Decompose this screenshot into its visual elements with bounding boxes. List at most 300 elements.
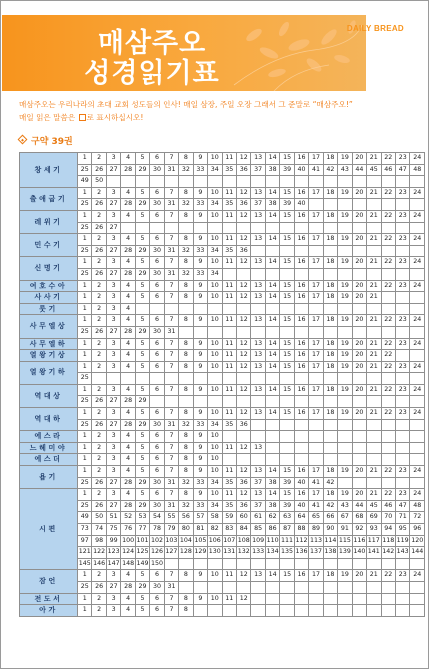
chapter-cell[interactable]: 4	[121, 187, 135, 199]
chapter-cell[interactable]: 17	[309, 315, 323, 327]
chapter-cell[interactable]: 4	[121, 280, 135, 292]
chapter-cell[interactable]: 2	[92, 153, 106, 165]
chapter-cell[interactable]: 8	[179, 361, 193, 373]
chapter-cell[interactable]: 8	[179, 280, 193, 292]
chapter-cell[interactable]: 23	[395, 210, 409, 222]
chapter-cell[interactable]: 5	[135, 361, 149, 373]
chapter-cell[interactable]: 46	[381, 500, 395, 512]
chapter-cell[interactable]: 31	[164, 245, 178, 257]
chapter-cell[interactable]: 4	[121, 454, 135, 466]
chapter-cell[interactable]: 10	[208, 187, 222, 199]
chapter-cell[interactable]: 17	[309, 408, 323, 420]
chapter-cell[interactable]: 55	[164, 512, 178, 524]
chapter-cell[interactable]: 19	[338, 315, 352, 327]
chapter-cell[interactable]: 3	[106, 466, 120, 478]
chapter-cell[interactable]: 5	[135, 257, 149, 269]
chapter-cell[interactable]: 11	[222, 408, 236, 420]
chapter-cell[interactable]: 12	[236, 384, 250, 396]
chapter-cell[interactable]: 20	[352, 361, 366, 373]
chapter-cell[interactable]: 34	[208, 419, 222, 431]
chapter-cell[interactable]: 31	[164, 500, 178, 512]
chapter-cell[interactable]: 18	[323, 153, 337, 165]
chapter-cell[interactable]: 43	[338, 164, 352, 176]
chapter-cell[interactable]: 32	[179, 419, 193, 431]
chapter-cell[interactable]: 20	[352, 489, 366, 501]
chapter-cell[interactable]: 15	[280, 384, 294, 396]
chapter-cell[interactable]: 123	[106, 547, 120, 559]
chapter-cell[interactable]: 38	[265, 500, 279, 512]
chapter-cell[interactable]: 125	[135, 547, 149, 559]
chapter-cell[interactable]: 5	[135, 234, 149, 246]
chapter-cell[interactable]: 25	[78, 477, 92, 489]
chapter-cell[interactable]: 27	[106, 419, 120, 431]
chapter-cell[interactable]: 18	[323, 489, 337, 501]
chapter-cell[interactable]: 83	[222, 524, 236, 536]
chapter-cell[interactable]: 57	[193, 512, 207, 524]
chapter-cell[interactable]: 27	[106, 500, 120, 512]
chapter-cell[interactable]: 12	[236, 315, 250, 327]
chapter-cell[interactable]: 33	[193, 164, 207, 176]
chapter-cell[interactable]: 17	[309, 210, 323, 222]
chapter-cell[interactable]: 106	[208, 535, 222, 547]
chapter-cell[interactable]: 31	[164, 419, 178, 431]
chapter-cell[interactable]: 23	[395, 408, 409, 420]
chapter-cell[interactable]: 25	[78, 245, 92, 257]
chapter-cell[interactable]: 7	[164, 454, 178, 466]
chapter-cell[interactable]: 43	[338, 500, 352, 512]
chapter-cell[interactable]: 138	[323, 547, 337, 559]
chapter-cell[interactable]: 10	[208, 454, 222, 466]
chapter-cell[interactable]: 8	[179, 454, 193, 466]
chapter-cell[interactable]: 15	[280, 234, 294, 246]
chapter-cell[interactable]: 116	[352, 535, 366, 547]
chapter-cell[interactable]: 145	[78, 558, 92, 570]
chapter-cell[interactable]: 10	[208, 280, 222, 292]
chapter-cell[interactable]: 4	[121, 442, 135, 454]
chapter-cell[interactable]: 8	[179, 210, 193, 222]
chapter-cell[interactable]: 7	[164, 315, 178, 327]
chapter-cell[interactable]: 24	[410, 234, 425, 246]
chapter-cell[interactable]: 34	[208, 199, 222, 211]
chapter-cell[interactable]: 7	[164, 384, 178, 396]
chapter-cell[interactable]: 1	[78, 315, 92, 327]
chapter-cell[interactable]: 7	[164, 210, 178, 222]
chapter-cell[interactable]: 13	[251, 442, 265, 454]
chapter-cell[interactable]: 11	[222, 187, 236, 199]
chapter-cell[interactable]: 33	[193, 500, 207, 512]
chapter-cell[interactable]: 128	[179, 547, 193, 559]
chapter-cell[interactable]: 7	[164, 593, 178, 605]
chapter-cell[interactable]: 29	[135, 164, 149, 176]
chapter-cell[interactable]: 2	[92, 292, 106, 304]
chapter-cell[interactable]: 2	[92, 408, 106, 420]
chapter-cell[interactable]: 28	[121, 500, 135, 512]
chapter-cell[interactable]: 126	[150, 547, 164, 559]
chapter-cell[interactable]: 18	[323, 234, 337, 246]
chapter-cell[interactable]: 42	[323, 500, 337, 512]
chapter-cell[interactable]: 31	[164, 477, 178, 489]
chapter-cell[interactable]: 2	[92, 280, 106, 292]
chapter-cell[interactable]: 34	[208, 245, 222, 257]
chapter-cell[interactable]: 73	[78, 524, 92, 536]
chapter-cell[interactable]: 19	[338, 292, 352, 304]
chapter-cell[interactable]: 23	[395, 361, 409, 373]
chapter-cell[interactable]: 8	[179, 257, 193, 269]
chapter-cell[interactable]: 5	[135, 350, 149, 362]
chapter-cell[interactable]: 24	[410, 466, 425, 478]
chapter-cell[interactable]: 20	[352, 338, 366, 350]
chapter-cell[interactable]: 1	[78, 489, 92, 501]
chapter-cell[interactable]: 30	[150, 245, 164, 257]
chapter-cell[interactable]: 31	[164, 581, 178, 593]
chapter-cell[interactable]: 21	[367, 489, 381, 501]
chapter-cell[interactable]: 8	[179, 605, 193, 617]
chapter-cell[interactable]: 6	[150, 292, 164, 304]
chapter-cell[interactable]: 24	[410, 187, 425, 199]
chapter-cell[interactable]: 4	[121, 384, 135, 396]
chapter-cell[interactable]: 9	[193, 489, 207, 501]
chapter-cell[interactable]: 25	[78, 164, 92, 176]
chapter-cell[interactable]: 6	[150, 593, 164, 605]
chapter-cell[interactable]: 24	[410, 280, 425, 292]
chapter-cell[interactable]: 32	[179, 500, 193, 512]
chapter-cell[interactable]: 35	[222, 500, 236, 512]
chapter-cell[interactable]: 8	[179, 187, 193, 199]
chapter-cell[interactable]: 9	[193, 187, 207, 199]
chapter-cell[interactable]: 7	[164, 442, 178, 454]
chapter-cell[interactable]: 131	[222, 547, 236, 559]
chapter-cell[interactable]: 27	[106, 477, 120, 489]
chapter-cell[interactable]: 47	[395, 500, 409, 512]
chapter-cell[interactable]: 14	[265, 408, 279, 420]
chapter-cell[interactable]: 22	[381, 153, 395, 165]
chapter-cell[interactable]: 4	[121, 303, 135, 315]
chapter-cell[interactable]: 17	[309, 153, 323, 165]
chapter-cell[interactable]: 16	[294, 466, 308, 478]
chapter-cell[interactable]: 14	[265, 489, 279, 501]
chapter-cell[interactable]: 14	[265, 210, 279, 222]
chapter-cell[interactable]: 24	[410, 361, 425, 373]
chapter-cell[interactable]: 10	[208, 431, 222, 443]
chapter-cell[interactable]: 104	[179, 535, 193, 547]
chapter-cell[interactable]: 38	[265, 199, 279, 211]
chapter-cell[interactable]: 17	[309, 292, 323, 304]
chapter-cell[interactable]: 16	[294, 350, 308, 362]
chapter-cell[interactable]: 6	[150, 257, 164, 269]
chapter-cell[interactable]: 16	[294, 153, 308, 165]
chapter-cell[interactable]: 28	[121, 581, 135, 593]
chapter-cell[interactable]: 21	[367, 466, 381, 478]
chapter-cell[interactable]: 2	[92, 489, 106, 501]
chapter-cell[interactable]: 29	[135, 581, 149, 593]
chapter-cell[interactable]: 30	[150, 419, 164, 431]
chapter-cell[interactable]: 40	[294, 477, 308, 489]
chapter-cell[interactable]: 10	[208, 442, 222, 454]
chapter-cell[interactable]: 65	[309, 512, 323, 524]
chapter-cell[interactable]: 19	[338, 210, 352, 222]
chapter-cell[interactable]: 37	[251, 199, 265, 211]
chapter-cell[interactable]: 9	[193, 466, 207, 478]
chapter-cell[interactable]: 18	[323, 350, 337, 362]
chapter-cell[interactable]: 14	[265, 280, 279, 292]
chapter-cell[interactable]: 15	[280, 210, 294, 222]
chapter-cell[interactable]: 12	[236, 280, 250, 292]
chapter-cell[interactable]: 16	[294, 315, 308, 327]
chapter-cell[interactable]: 20	[352, 153, 366, 165]
chapter-cell[interactable]: 18	[323, 280, 337, 292]
chapter-cell[interactable]: 2	[92, 350, 106, 362]
chapter-cell[interactable]: 7	[164, 489, 178, 501]
chapter-cell[interactable]: 4	[121, 593, 135, 605]
chapter-cell[interactable]: 10	[208, 384, 222, 396]
chapter-cell[interactable]: 26	[92, 268, 106, 280]
chapter-cell[interactable]: 18	[323, 361, 337, 373]
chapter-cell[interactable]: 2	[92, 605, 106, 617]
chapter-cell[interactable]: 12	[236, 292, 250, 304]
chapter-cell[interactable]: 39	[280, 164, 294, 176]
chapter-cell[interactable]: 16	[294, 570, 308, 582]
chapter-cell[interactable]: 15	[280, 187, 294, 199]
chapter-cell[interactable]: 15	[280, 489, 294, 501]
chapter-cell[interactable]: 96	[410, 524, 425, 536]
chapter-cell[interactable]: 2	[92, 338, 106, 350]
chapter-cell[interactable]: 7	[164, 153, 178, 165]
chapter-cell[interactable]: 150	[150, 558, 164, 570]
chapter-cell[interactable]: 26	[92, 199, 106, 211]
chapter-cell[interactable]: 2	[92, 384, 106, 396]
chapter-cell[interactable]: 7	[164, 350, 178, 362]
chapter-cell[interactable]: 17	[309, 187, 323, 199]
chapter-cell[interactable]: 12	[236, 257, 250, 269]
chapter-cell[interactable]: 21	[367, 570, 381, 582]
chapter-cell[interactable]: 6	[150, 234, 164, 246]
chapter-cell[interactable]: 13	[251, 338, 265, 350]
chapter-cell[interactable]: 15	[280, 466, 294, 478]
chapter-cell[interactable]: 22	[381, 466, 395, 478]
chapter-cell[interactable]: 3	[106, 187, 120, 199]
chapter-cell[interactable]: 13	[251, 408, 265, 420]
chapter-cell[interactable]: 101	[135, 535, 149, 547]
chapter-cell[interactable]: 14	[265, 384, 279, 396]
chapter-cell[interactable]: 34	[208, 268, 222, 280]
chapter-cell[interactable]: 8	[179, 292, 193, 304]
chapter-cell[interactable]: 135	[280, 547, 294, 559]
chapter-cell[interactable]: 6	[150, 315, 164, 327]
chapter-cell[interactable]: 33	[193, 477, 207, 489]
chapter-cell[interactable]: 118	[381, 535, 395, 547]
chapter-cell[interactable]: 15	[280, 292, 294, 304]
chapter-cell[interactable]: 8	[179, 153, 193, 165]
chapter-cell[interactable]: 3	[106, 234, 120, 246]
chapter-cell[interactable]: 25	[78, 396, 92, 408]
chapter-cell[interactable]: 1	[78, 234, 92, 246]
chapter-cell[interactable]: 20	[352, 384, 366, 396]
chapter-cell[interactable]: 19	[338, 408, 352, 420]
chapter-cell[interactable]: 16	[294, 234, 308, 246]
chapter-cell[interactable]: 16	[294, 338, 308, 350]
chapter-cell[interactable]: 9	[193, 431, 207, 443]
chapter-cell[interactable]: 11	[222, 442, 236, 454]
chapter-cell[interactable]: 25	[78, 222, 92, 234]
chapter-cell[interactable]: 33	[193, 245, 207, 257]
chapter-cell[interactable]: 7	[164, 257, 178, 269]
chapter-cell[interactable]: 7	[164, 466, 178, 478]
chapter-cell[interactable]: 9	[193, 442, 207, 454]
chapter-cell[interactable]: 16	[294, 210, 308, 222]
chapter-cell[interactable]: 15	[280, 408, 294, 420]
chapter-cell[interactable]: 16	[294, 187, 308, 199]
chapter-cell[interactable]: 14	[265, 350, 279, 362]
chapter-cell[interactable]: 8	[179, 489, 193, 501]
chapter-cell[interactable]: 108	[236, 535, 250, 547]
chapter-cell[interactable]: 33	[193, 199, 207, 211]
chapter-cell[interactable]: 28	[121, 199, 135, 211]
chapter-cell[interactable]: 24	[410, 338, 425, 350]
chapter-cell[interactable]: 1	[78, 466, 92, 478]
chapter-cell[interactable]: 115	[338, 535, 352, 547]
chapter-cell[interactable]: 75	[106, 524, 120, 536]
chapter-cell[interactable]: 31	[164, 164, 178, 176]
chapter-cell[interactable]: 4	[121, 350, 135, 362]
chapter-cell[interactable]: 103	[164, 535, 178, 547]
chapter-cell[interactable]: 84	[236, 524, 250, 536]
chapter-cell[interactable]: 19	[338, 338, 352, 350]
chapter-cell[interactable]: 50	[92, 512, 106, 524]
chapter-cell[interactable]: 82	[208, 524, 222, 536]
chapter-cell[interactable]: 10	[208, 292, 222, 304]
chapter-cell[interactable]: 91	[338, 524, 352, 536]
chapter-cell[interactable]: 16	[294, 292, 308, 304]
chapter-cell[interactable]: 8	[179, 570, 193, 582]
chapter-cell[interactable]: 14	[265, 315, 279, 327]
chapter-cell[interactable]: 26	[92, 419, 106, 431]
chapter-cell[interactable]: 72	[410, 512, 425, 524]
chapter-cell[interactable]: 27	[106, 164, 120, 176]
chapter-cell[interactable]: 21	[367, 350, 381, 362]
chapter-cell[interactable]: 10	[208, 466, 222, 478]
chapter-cell[interactable]: 93	[367, 524, 381, 536]
chapter-cell[interactable]: 1	[78, 408, 92, 420]
chapter-cell[interactable]: 16	[294, 280, 308, 292]
chapter-cell[interactable]: 94	[381, 524, 395, 536]
chapter-cell[interactable]: 5	[135, 384, 149, 396]
chapter-cell[interactable]: 3	[106, 257, 120, 269]
chapter-cell[interactable]: 19	[338, 361, 352, 373]
chapter-cell[interactable]: 79	[164, 524, 178, 536]
chapter-cell[interactable]: 8	[179, 431, 193, 443]
chapter-cell[interactable]: 28	[121, 477, 135, 489]
chapter-cell[interactable]: 71	[395, 512, 409, 524]
chapter-cell[interactable]: 67	[338, 512, 352, 524]
chapter-cell[interactable]: 11	[222, 466, 236, 478]
chapter-cell[interactable]: 20	[352, 257, 366, 269]
chapter-cell[interactable]: 9	[193, 210, 207, 222]
chapter-cell[interactable]: 3	[106, 605, 120, 617]
chapter-cell[interactable]: 10	[208, 361, 222, 373]
chapter-cell[interactable]: 17	[309, 280, 323, 292]
chapter-cell[interactable]: 17	[309, 361, 323, 373]
chapter-cell[interactable]: 22	[381, 489, 395, 501]
chapter-cell[interactable]: 100	[121, 535, 135, 547]
chapter-cell[interactable]: 5	[135, 442, 149, 454]
chapter-cell[interactable]: 97	[78, 535, 92, 547]
chapter-cell[interactable]: 18	[323, 408, 337, 420]
chapter-cell[interactable]: 48	[410, 500, 425, 512]
chapter-cell[interactable]: 63	[280, 512, 294, 524]
chapter-cell[interactable]: 1	[78, 570, 92, 582]
chapter-cell[interactable]: 3	[106, 280, 120, 292]
chapter-cell[interactable]: 45	[367, 164, 381, 176]
chapter-cell[interactable]: 78	[150, 524, 164, 536]
chapter-cell[interactable]: 9	[193, 234, 207, 246]
chapter-cell[interactable]: 16	[294, 384, 308, 396]
chapter-cell[interactable]: 15	[280, 280, 294, 292]
chapter-cell[interactable]: 8	[179, 384, 193, 396]
chapter-cell[interactable]: 23	[395, 570, 409, 582]
chapter-cell[interactable]: 11	[222, 210, 236, 222]
chapter-cell[interactable]: 89	[309, 524, 323, 536]
chapter-cell[interactable]: 12	[236, 350, 250, 362]
chapter-cell[interactable]: 18	[323, 292, 337, 304]
chapter-cell[interactable]: 5	[135, 292, 149, 304]
chapter-cell[interactable]: 13	[251, 234, 265, 246]
chapter-cell[interactable]: 27	[106, 326, 120, 338]
chapter-cell[interactable]: 129	[193, 547, 207, 559]
chapter-cell[interactable]: 26	[92, 396, 106, 408]
chapter-cell[interactable]: 19	[338, 350, 352, 362]
chapter-cell[interactable]: 4	[121, 315, 135, 327]
chapter-cell[interactable]: 15	[280, 350, 294, 362]
chapter-cell[interactable]: 36	[236, 419, 250, 431]
chapter-cell[interactable]: 30	[150, 326, 164, 338]
chapter-cell[interactable]: 39	[280, 500, 294, 512]
chapter-cell[interactable]: 24	[410, 257, 425, 269]
chapter-cell[interactable]: 20	[352, 350, 366, 362]
chapter-cell[interactable]: 5	[135, 210, 149, 222]
chapter-cell[interactable]: 24	[410, 384, 425, 396]
chapter-cell[interactable]: 40	[294, 164, 308, 176]
chapter-cell[interactable]: 22	[381, 315, 395, 327]
chapter-cell[interactable]: 9	[193, 292, 207, 304]
chapter-cell[interactable]: 21	[367, 257, 381, 269]
chapter-cell[interactable]: 17	[309, 489, 323, 501]
chapter-cell[interactable]: 13	[251, 210, 265, 222]
chapter-cell[interactable]: 127	[164, 547, 178, 559]
chapter-cell[interactable]: 12	[236, 361, 250, 373]
chapter-cell[interactable]: 20	[352, 210, 366, 222]
chapter-cell[interactable]: 3	[106, 489, 120, 501]
chapter-cell[interactable]: 66	[323, 512, 337, 524]
chapter-cell[interactable]: 6	[150, 280, 164, 292]
chapter-cell[interactable]: 2	[92, 315, 106, 327]
chapter-cell[interactable]: 10	[208, 338, 222, 350]
chapter-cell[interactable]: 134	[265, 547, 279, 559]
chapter-cell[interactable]: 11	[222, 257, 236, 269]
chapter-cell[interactable]: 22	[381, 408, 395, 420]
chapter-cell[interactable]: 16	[294, 408, 308, 420]
chapter-cell[interactable]: 9	[193, 361, 207, 373]
chapter-cell[interactable]: 3	[106, 384, 120, 396]
chapter-cell[interactable]: 14	[265, 570, 279, 582]
chapter-cell[interactable]: 12	[236, 187, 250, 199]
chapter-cell[interactable]: 141	[367, 547, 381, 559]
chapter-cell[interactable]: 2	[92, 234, 106, 246]
chapter-cell[interactable]: 22	[381, 187, 395, 199]
chapter-cell[interactable]: 17	[309, 257, 323, 269]
chapter-cell[interactable]: 3	[106, 338, 120, 350]
chapter-cell[interactable]: 9	[193, 350, 207, 362]
chapter-cell[interactable]: 23	[395, 338, 409, 350]
